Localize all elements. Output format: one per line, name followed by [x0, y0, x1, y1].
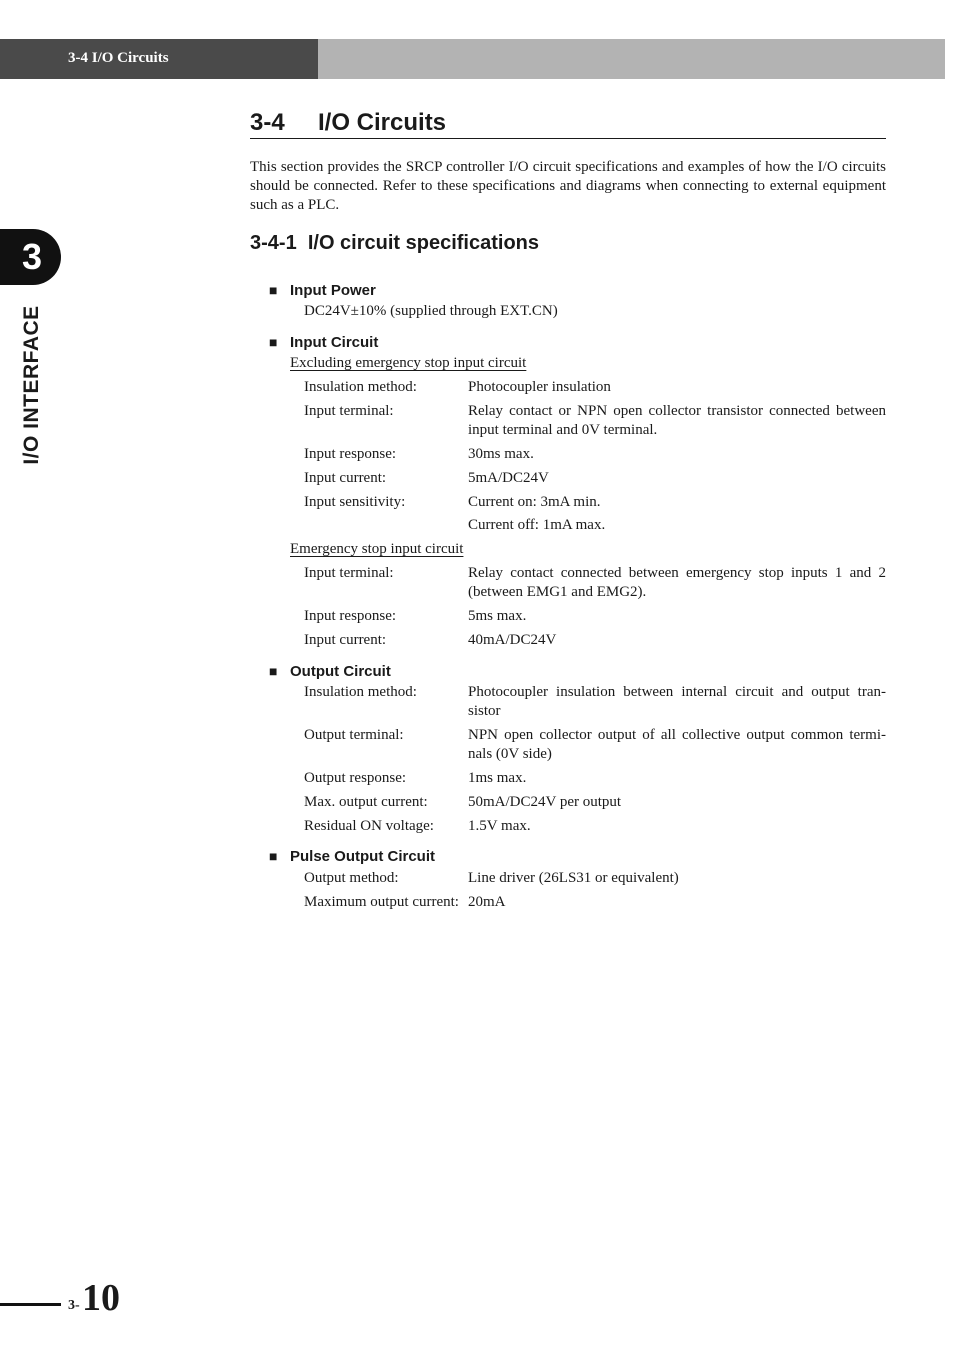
- section-title-text: I/O Circuits: [318, 109, 447, 136]
- bullet-icon: ■: [269, 334, 278, 350]
- spec-label: Input response:: [304, 608, 397, 624]
- spec-label: Input current:: [304, 632, 387, 648]
- spec-label: Input sensitivity:: [304, 494, 406, 510]
- spec-value: 1.5V max.: [468, 818, 531, 834]
- chapter-side-label: I/O INTERFACE: [20, 305, 43, 465]
- spec-label: Insulation method:: [304, 684, 417, 700]
- page-number-prefix: 3-: [68, 1298, 80, 1313]
- page-number: 10: [82, 1277, 120, 1319]
- input-power-heading-text: Input Power: [290, 282, 376, 299]
- spec-value: Line driver (26LS31 or equivalent): [468, 870, 679, 886]
- pulse-output-heading: [269, 848, 435, 865]
- running-header: 3-4 I/O Circuits: [68, 50, 169, 66]
- spec-value: Relay contact connected between emergency stop inputs 1 and 2 (between EMG1 and EMG2).: [468, 565, 886, 600]
- bullet-icon: ■: [269, 282, 278, 298]
- header-bar-light: [318, 39, 945, 79]
- spec-value: 20mA: [468, 894, 506, 910]
- spec-label: Insulation method:: [304, 379, 417, 395]
- subsection-title: [250, 232, 539, 255]
- spec-label: Input current:: [304, 470, 387, 486]
- input-group2-title: Emergency stop input circuit: [290, 541, 464, 557]
- subsection-title-text: I/O circuit specifications: [307, 232, 540, 254]
- spec-value: Photocoupler insulation between internal circuit and output tran-sistor: [468, 684, 886, 719]
- spec-value: 50mA/DC24V per output: [468, 794, 622, 810]
- bullet-icon: ■: [269, 663, 278, 679]
- input-power-text: DC24V±10% (supplied through EXT.CN): [304, 303, 558, 319]
- spec-value: Current off: 1mA max.: [468, 517, 606, 533]
- footer-rule: [0, 1303, 61, 1306]
- bullet-icon: ■: [269, 848, 278, 864]
- spec-label: Input terminal:: [304, 403, 394, 419]
- spec-label: Input terminal:: [304, 565, 394, 581]
- spec-label: Residual ON voltage:: [304, 818, 434, 834]
- spec-value: 5ms max.: [468, 608, 527, 624]
- chapter-number: 3: [21, 236, 43, 277]
- input-power-heading: [269, 282, 376, 299]
- pulse-output-heading-text: Pulse Output Circuit: [290, 848, 436, 865]
- input-circuit-heading: [269, 334, 378, 351]
- subsection-number: 3-4-1: [250, 232, 297, 254]
- spec-value: 1ms max.: [468, 770, 527, 786]
- spec-label: Input response:: [304, 446, 397, 462]
- spec-value: 40mA/DC24V: [468, 632, 557, 648]
- output-circuit-heading-text: Output Circuit: [290, 663, 391, 680]
- spec-label: Output response:: [304, 770, 407, 786]
- section-title: [250, 108, 886, 139]
- spec-value: 30ms max.: [468, 446, 534, 462]
- spec-label: Output terminal:: [304, 727, 404, 743]
- spec-label: Max. output current:: [304, 794, 428, 810]
- spec-label: Output method:: [304, 870, 399, 886]
- spec-label: Maximum output current:: [304, 894, 459, 910]
- spec-value: NPN open collector output of all collective output common termi-nals (0V side): [468, 727, 886, 762]
- spec-value: 5mA/DC24V: [468, 470, 549, 486]
- spec-value: Photocoupler insulation: [468, 379, 611, 395]
- input-group1-title: Excluding emergency stop input circuit: [290, 355, 527, 371]
- spec-value: Relay contact or NPN open collector transistor connected between input terminal and 0V terminal.: [468, 403, 886, 438]
- section-intro: This section provides the SRCP controller I/O circuit specifications and examples of how the I/O circuits should be connected. Refer to these specifications and diagrams when connecting to external equipment such as a PLC.: [250, 159, 886, 213]
- spec-value: Current on: 3mA min.: [468, 494, 601, 510]
- input-circuit-heading-text: Input Circuit: [290, 334, 379, 351]
- section-number: 3-4: [250, 109, 285, 136]
- output-circuit-heading: [269, 663, 391, 680]
